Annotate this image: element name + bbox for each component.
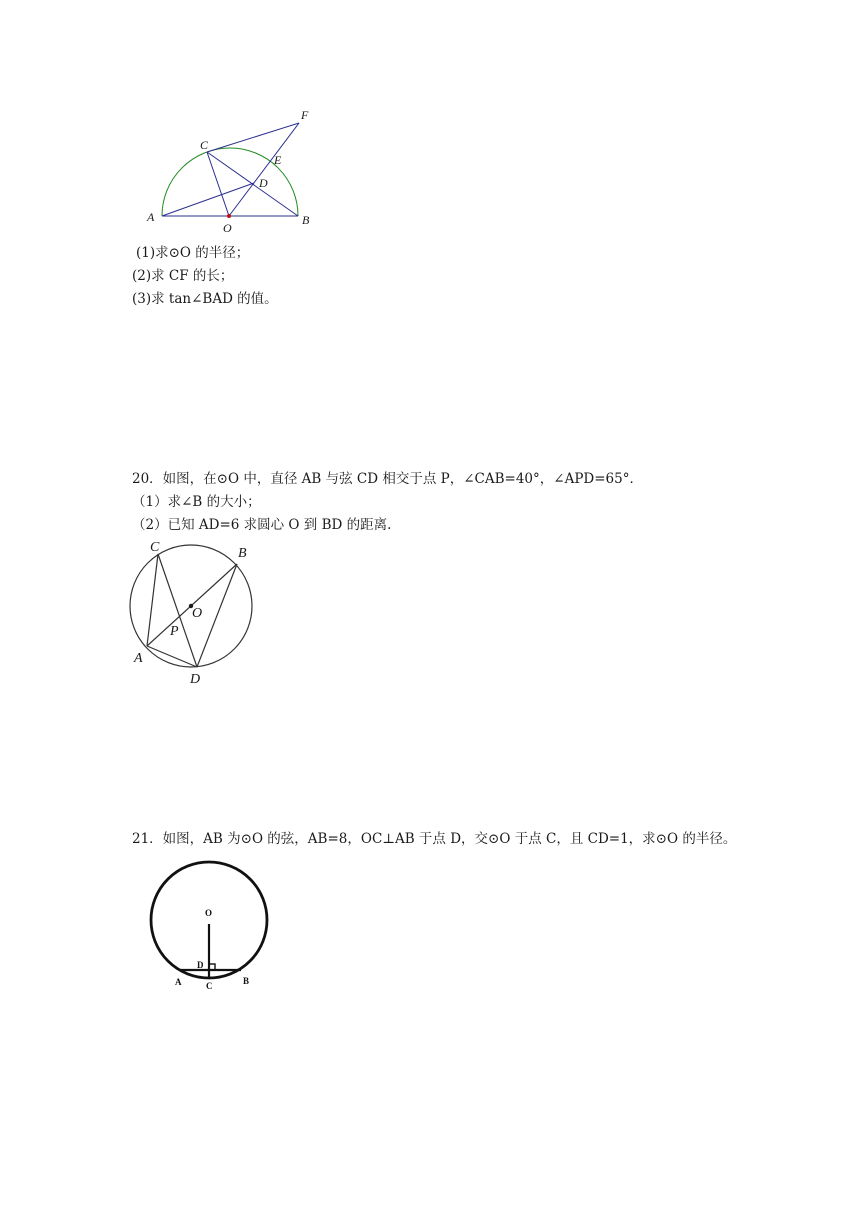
q21-label-a: A xyxy=(175,977,182,987)
q20-stem: 20．如图，在⊙O 中，直径 AB 与弦 CD 相交于点 P，∠CAB=40°，∠APD=65°． xyxy=(132,471,643,487)
q19-label-d: D xyxy=(259,176,268,190)
q19-segment-ad xyxy=(162,183,254,216)
q19-label-a: A xyxy=(147,210,155,224)
q21-label-c: C xyxy=(206,981,213,991)
q19-segment-cb xyxy=(207,152,298,216)
q20-label-d: D xyxy=(190,672,201,687)
q19-part-1: (1)求⊙O 的半径； xyxy=(136,245,250,261)
q19-segment-co xyxy=(207,152,229,216)
q19-part-2: (2)求 CF 的长； xyxy=(132,268,234,284)
q19-part-3: (3)求 tan∠BAD 的值。 xyxy=(132,291,278,307)
q19-figure xyxy=(140,100,330,240)
q20-figure xyxy=(124,535,264,687)
q20-part-1: （1）求∠B 的大小； xyxy=(132,494,261,510)
q19-label-b: B xyxy=(302,213,310,227)
q20-label-a: A xyxy=(134,651,143,666)
q21-stem: 21．如图，AB 为⊙O 的弦，AB=8，OC⊥AB 于点 D，交⊙O 于点 C，且 CD=1，求⊙O 的半径。 xyxy=(132,831,737,847)
q19-segment-cf xyxy=(207,123,299,152)
q20-label-c: C xyxy=(150,540,160,555)
q20-label-o: O xyxy=(192,606,203,621)
q21-figure xyxy=(140,854,280,994)
q21-label-b: B xyxy=(243,976,250,986)
q19-label-e: E xyxy=(274,153,282,167)
q20-chord-ca xyxy=(147,554,158,646)
q21-label-o: O xyxy=(205,908,213,918)
q20-part-2: （2）已知 AD=6 求圆心 O 到 BD 的距离. xyxy=(132,517,392,533)
q19-label-f: F xyxy=(301,108,309,122)
q19-segment-of xyxy=(229,123,299,216)
q19-label-c: C xyxy=(200,138,209,152)
q20-label-p: P xyxy=(170,624,179,639)
q19-label-o: O xyxy=(223,221,232,235)
q21-label-d: D xyxy=(197,960,204,970)
q20-label-b: B xyxy=(238,546,247,561)
q19-center-dot xyxy=(227,214,231,218)
